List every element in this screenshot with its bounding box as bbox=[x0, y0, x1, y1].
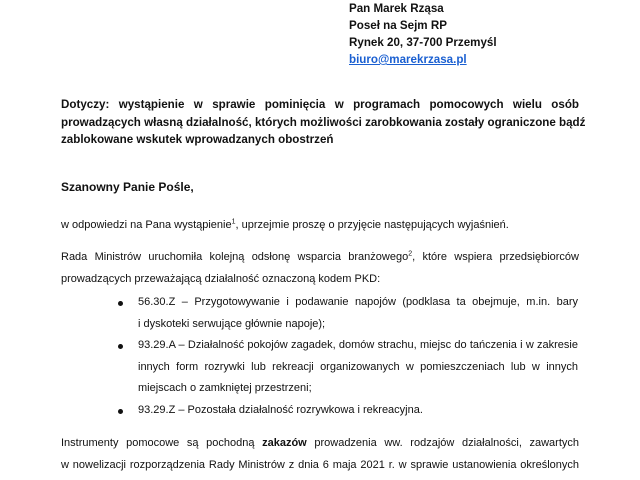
bullet-icon bbox=[118, 301, 123, 306]
intro-text: w odpowiedzi na Pana wystąpienie bbox=[61, 219, 232, 231]
support-text: Rada Ministrów uruchomiła kolejną odsłonę wsparcia branżowego bbox=[61, 251, 409, 263]
support-text-cont: , które wspiera przedsiębiorców bbox=[412, 251, 579, 263]
footnote-ref-1[interactable]: 1 bbox=[231, 218, 236, 226]
paragraph-support bbox=[61, 247, 579, 290]
recipient-email-link[interactable]: biuro@marekrzasa.pl bbox=[349, 53, 467, 66]
recipient-address: Rynek 20, 37-700 Przemyśl bbox=[349, 36, 497, 49]
support-text-line2: prowadzących przeważającą działalność oznaczoną kodem PKD: bbox=[61, 272, 381, 285]
bullet-icon bbox=[118, 409, 123, 414]
list-item: 93.29.A – Działalność pokojów zagadek, domów strachu, miejsc do tańczenia i w zakresie innych form rozrywki lub rekreacji organizowanych w pomieszczeniach lub w innych miejscach o zamkniętej przestrzeni; bbox=[118, 335, 578, 400]
paragraph-instruments bbox=[61, 433, 579, 476]
subject-line: prowadzących własną działalność, których możliwości zarobkowania zostały ograniczone bądź bbox=[61, 115, 586, 129]
list-item: 56.30.Z – Przygotowywanie i podawanie napojów (podklasa ta obejmuje, m.in. bary i dyskoteki serwujące głównie napoje); bbox=[118, 292, 578, 335]
paragraph-intro bbox=[61, 215, 579, 237]
pkd-list bbox=[118, 292, 578, 421]
intro-text-cont: , uprzejmie proszę o przyjęcie następujących wyjaśnień. bbox=[235, 219, 509, 231]
bullet-icon bbox=[118, 344, 123, 349]
instruments-text: Instrumenty pomocowe są pochodną bbox=[61, 437, 263, 449]
subject-line: Dotyczy: wystąpienie w sprawie pominięcia w programach pomocowych wielu osób bbox=[61, 98, 579, 111]
footnote-ref-2[interactable]: 2 bbox=[408, 250, 413, 258]
recipient-name: Pan Marek Rząsa bbox=[349, 2, 444, 15]
instruments-bold: zakazów bbox=[262, 437, 307, 449]
subject-block bbox=[61, 96, 586, 149]
subject-line: zablokowane wskutek wprowadzanych obostrzeń bbox=[61, 133, 334, 146]
instruments-text-line2: w nowelizacji rozporządzenia Rady Ministrów z dnia 6 maja 2021 r. w sprawie ustanowienia określonych bbox=[61, 458, 579, 471]
list-item: 93.29.Z – Pozostała działalność rozrywkowa i rekreacyjna. bbox=[118, 400, 578, 422]
recipient-block bbox=[349, 0, 497, 68]
instruments-text-cont: prowadzenia ww. rodzajów działalności, zawartych bbox=[306, 437, 580, 449]
salutation: Szanowny Panie Pośle, bbox=[61, 180, 194, 194]
recipient-title: Poseł na Sejm RP bbox=[349, 19, 447, 32]
